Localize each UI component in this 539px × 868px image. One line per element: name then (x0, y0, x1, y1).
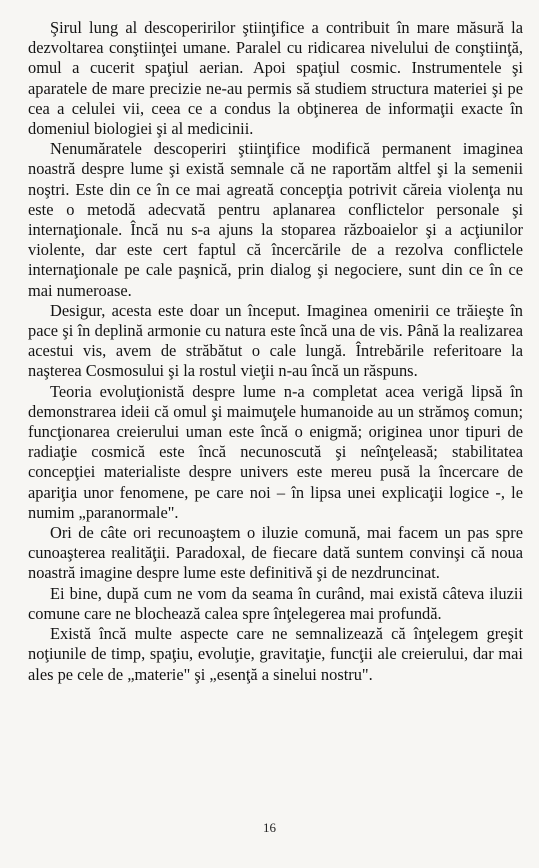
paragraph-5: Ori de câte ori recunoaştem o iluzie comună, mai facem un pas spre cunoaşterea realităţii. Paradoxal, de fiecare dată suntem convinşi că noua noastră imagine despre lume este definitivă şi de nezdruncinat. (28, 523, 523, 583)
paragraph-4: Teoria evoluţionistă despre lume n-a completat acea verigă lipsă în demonstrarea ideii că omul şi maimuţele humanoide au un strămoş comun; funcţionarea creierului uman este încă o enigmă; originea unor tipuri de radiaţie cosmică este încă necunoscută şi neînţeleasă; stabilitatea concepţiei materialiste despre univers este mereu pusă la încercare de apariţia unor fenomene, pe care noi – în lipsa unei explicaţii logice -, le numim „paranormale". (28, 381, 523, 522)
paragraph-7: Există încă multe aspecte care ne semnalizează că înţelegem greşit noţiunile de timp, spaţiu, evoluţie, gravitaţie, funcţii ale creierului, dar mai ales pe cele de „materie" şi „esenţă a sinelui nostru". (28, 624, 523, 684)
page-number: 16 (263, 820, 276, 835)
paragraph-3: Desigur, acesta este doar un început. Imaginea omenirii ce trăieşte în pace şi în deplină armonie cu natura este încă una de vis. Până la realizarea acestui vis, avem de străbătut o cale lungă. Întrebările referitoare la naşterea Cosmosului şi la rostul vieţii n-au încă un răspuns. (28, 300, 523, 381)
paragraph-1: Şirul lung al descoperirilor ştiinţifice a contribuit în mare măsură la dezvoltarea conştiinţei umane. Paralel cu ridicarea nivelului de conştiinţă, omul a cucerit spaţiul aerian. Apoi spaţiul cosmic. Instrumentele şi aparatele de mare precizie ne-au permis să studiem structura materiei şi pe cea a celulei vii, ceea ce a condus la obţinerea de informaţii exacte în domeniul biologiei şi al medicinii. (28, 18, 523, 139)
page-body (28, 18, 523, 818)
paragraph-6: Ei bine, după cum ne vom da seama în curând, mai există câteva iluzii comune care ne blochează calea spre înţelegerea mai profundă. (28, 583, 523, 623)
paragraph-2: Nenumăratele descoperiri ştiinţifice modifică permanent imaginea noastră despre lume şi există semnale că ne raportăm altfel şi la semenii noştri. Este din ce în ce mai agreată concepţia potrivit căreia violenţa nu este o metodă adecvată pentru aplanarea conflictelor personale şi internaţionale. Încă nu s-a ajuns la stoparea războaielor şi a acţiunilor violente, dar este cert faptul că încercările de a rezolva conflictele internaţionale pe cale paşnică, prin dialog şi negociere, sunt din ce în ce mai numeroase. (28, 139, 523, 300)
